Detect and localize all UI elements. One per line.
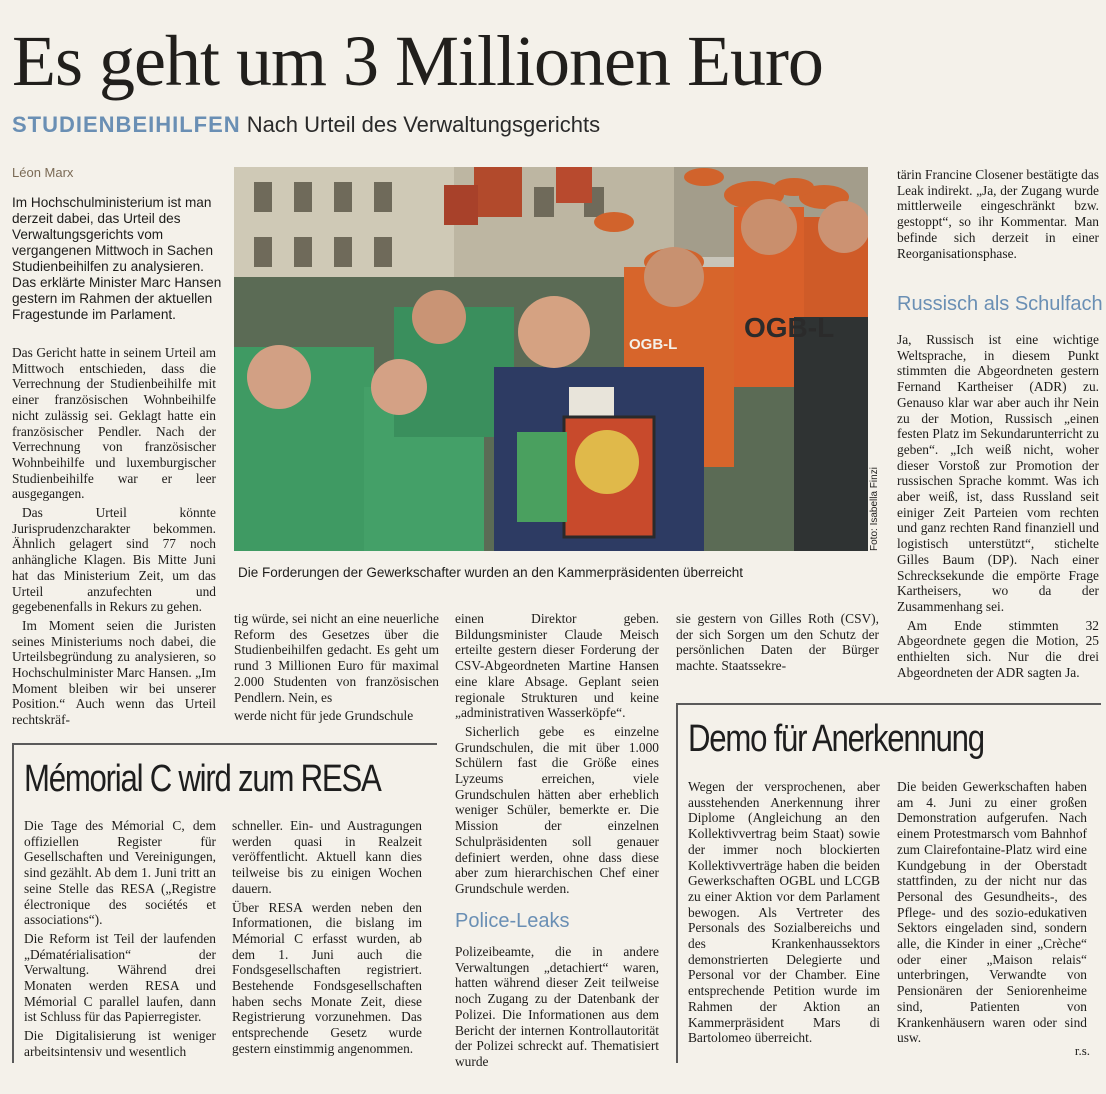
memorial-left (24, 818, 216, 1063)
protest-photo (234, 167, 868, 551)
memorial-box-side (12, 743, 14, 1063)
column-2 (234, 611, 439, 727)
memorial-right (232, 818, 422, 1060)
kicker (12, 112, 600, 138)
police-heading: Police-Leaks (455, 910, 570, 932)
photo-credit (867, 460, 881, 555)
sign-ogbl-1: OGB-L (629, 336, 678, 353)
col1-paragraph: Das Urteil könnte Jurisprudenzcharakter bekommen. Ähnlich gelagert sind 77 noch anhängliche Klagen. Bis Mitte Juni hat das Ministerium Zeit, um das Urteil anzufechten und gegebenenfalls in Rekurs zu gehen. (12, 505, 216, 615)
demo-heading: Demo für Anerkennung (688, 718, 984, 760)
col3-paragraph: einen Direktor geben. Bildungsminister Claude Meisch erteilte gestern dieser Forderung der CSV-Abgeordneten Martine Hansen eine klare Absage. Geplant seien regionale Strukturen und keine „administrativen Wasserköpfe“. (455, 611, 659, 721)
photo-caption: Die Forderungen der Gewerkschafter wurden an den Kammerpräsidenten überreicht (238, 565, 744, 580)
sign-ogbl-2: OGB-L (744, 312, 835, 343)
russisch-paragraph: Am Ende stimmten 32 Abgeordnete gegen die Motion, 25 enthielten sich. Nur die drei Abgeordneten der ADR sagten Ja. (897, 617, 1099, 680)
col2-text-end: werde nicht für jede Grundschule (234, 708, 414, 724)
intro-paragraph: Im Hochschulministerium ist man derzeit dabei, das Urteil des Verwaltungsgerichts vom vergangenen Mittwoch in Sachen Studienbeihilfen zu analysieren. Das erklärte Minister Marc Hansen gestern im Rahmen der aktuellen Fragestunde im Parlament. (12, 195, 222, 322)
column-3 (455, 611, 659, 900)
column-1 (12, 345, 216, 731)
memorial-box-rule (12, 743, 437, 745)
headline: Es geht um 3 Millionen Euro (12, 21, 823, 101)
author-initials: r.s. (1074, 1043, 1090, 1058)
photo-credit-text: Foto: Isabella Finzi (869, 467, 880, 551)
col2-text: tig würde, sei nicht an eine neuerliche Reform des Gesetzes über die Studienbeihilfen gedacht. Es geht um rund 3 Millionen Euro für maximal 2.000 Studenten von französischen Pendlern. Nein, es (234, 611, 439, 705)
col3-paragraph: Sicherlich gebe es einzelne Grundschulen, die mit über 1.000 Schülern fast die Größe eines Lyzeums erreichen, viele Grundschulen hätten aber erheblich weniger Schüler, bemerkte er. Die Mission der einzelnen Schulpräsidenten soll genauer definiert werden, ohne dass diese aber zum hierarchischen Chef einer Grundschule werden. (455, 723, 659, 896)
memorial-paragraph: Die Reform ist Teil der laufenden „Dématérialisation“ der Verwaltung. Während drei Monaten werden RESA und Mémorial C parallel laufen, dann ist Schluss für das Papierregister. (24, 930, 216, 1025)
demo-left: Wegen der versprochenen, aber ausstehenden Anerkennung ihrer Diplome (Angleichung an den Kollektivvertrag beim Staat) sowie der immer noch blockierten Kollektivverträge haben die beiden Gewerkschaften OGBL und LCGB zu einer Aktion vor dem Parlament bewogen. Als Vertreter des Personals des Sozialbereichs und des Krankenhaussektors demonstrierten Delegierte und Personal vor der Chamber. Eine entsprechende Petition wurde im Rahmen der Aktion an Kammerpräsident Mars di Bartolomeo überreicht. (688, 779, 880, 1046)
police-text: Polizeibeamte, die in andere Verwaltungen „detachiert“ waren, hatten während dieser Zeit teilweise noch Zugang zu der Datenbank der Polizei. Die Informationen aus dem Bericht der internen Kontrollautorität der Polizei schreckt auf. Thematisiert wurde (455, 944, 659, 1069)
protest-photo-illustration (234, 167, 868, 551)
author: Léon Marx (12, 165, 74, 180)
memorial-paragraph: Über RESA werden neben den Informationen, die bislang im Mémorial C erfasst wurden, ab dem 1. Juni auch die Fondsgesellschaften registriert. Bestehende Fondsgesellschaften haben sechs Monate Zeit, diese Registrierung vorzunehmen. Das entsprechende Gesetz wurde gestern einstimmig angenommen. (232, 899, 422, 1056)
demo-box-rule (676, 703, 1101, 705)
russisch-heading: Russisch als Schulfach (897, 293, 1103, 315)
column-4: sie gestern von Gilles Roth (CSV), der sich Sorgen um den Schutz der persönlichen Daten der Bürger machte. Staatssekre- (676, 611, 879, 674)
russisch-paragraph: Ja, Russisch ist eine wichtige Weltsprache, in diesem Punkt stimmten die Abgeordneten gestern Fernand Kartheiser (ADR) zu. Genauso klar war aber auch ihr Nein zu der Motion, Russisch „einen festen Platz im Sekundarunterricht zu geben“. „Ich weiß nicht, woher dieser Vorstoß zur Promotion der russischen Sprache kommt. Was ich aber weiß, ist, dass Russland seit einiger Zeit Parteien vom rechten und ganz rechten Rand finanziell und logistisch unterstützt“, stichelte Gilles Baum (DP). Nach einer Schrecksekunde die empörte Frage Kartheisers, wo da der Zusammenhang sei. (897, 332, 1099, 614)
russisch-text (897, 332, 1099, 683)
col1-paragraph: Das Gericht hatte in seinem Urteil am Mittwoch entschieden, dass die Verrechnung der Studienbeihilfe mit einer französischen Wohnbeihilfe nicht zulässig sei. Geklagt hatte ein französischer Pendler. Nach der Verrechnung von französischer Wohnbeihilfe und luxemburgischer Studienbeihilfe war er leer ausgegangen. (12, 345, 216, 502)
memorial-paragraph: Die Digitalisierung ist weniger arbeitsintensiv und wesentlich (24, 1028, 216, 1059)
kicker-text: Nach Urteil des Verwaltungsgerichts (246, 112, 601, 137)
demo-right: Die beiden Gewerkschaften haben am 4. Juni zu einer großen Demonstration aufgerufen. Nach einem Protestmarsch vom Bahnhof zum Clairefontaine-Platz wird eine Kundgebung in der Oberstadt stattfinden, zu der nicht nur das Personal des Gesundheits-, des Pflege- und des sozio-edukativen Sektors eingeladen sind, sondern alle, die Kinder in einer „Crèche“ oder einer „Maison relais“ unterbringen, Verwandte von Pensionären der Seniorenheime sind, Patienten von Krankenhäusern waren oder sind usw. (897, 779, 1087, 1046)
kicker-label: STUDIENBEIHILFEN (12, 112, 241, 137)
demo-box-side (676, 703, 678, 1063)
col1-paragraph: Im Moment seien die Juristen seines Ministeriums noch dabei, die Urteilsbegründung zu analysieren, so Hochschulminister Marc Hansen. „Im Moment bleiben wir bei unserer Position.“ Auch wenn das Urteil rechtskräf- (12, 617, 216, 728)
column-5-top: tärin Francine Closener bestätigte das Leak indirekt. „Ja, der Zugang wurde mittlerweile eingeschränkt bzw. gestoppt“, so ihr Kommentar. Man befinde sich derzeit in einer Reorganisationsphase. (897, 167, 1099, 261)
memorial-heading: Mémorial C wird zum RESA (24, 758, 381, 800)
memorial-paragraph: schneller. Ein- und Austragungen werden quasi in Realzeit veröffentlicht. Aktuell kann dies teilweise bis zu einigen Wochen dauern. (232, 818, 422, 896)
memorial-paragraph: Die Tage des Mémorial C, dem offiziellen Register für Gesellschaften und Vereinigungen, sind gezählt. Ab dem 1. Juni tritt an seine Stelle das RESA („Registre électronique des sociétés et associations“). (24, 818, 216, 928)
